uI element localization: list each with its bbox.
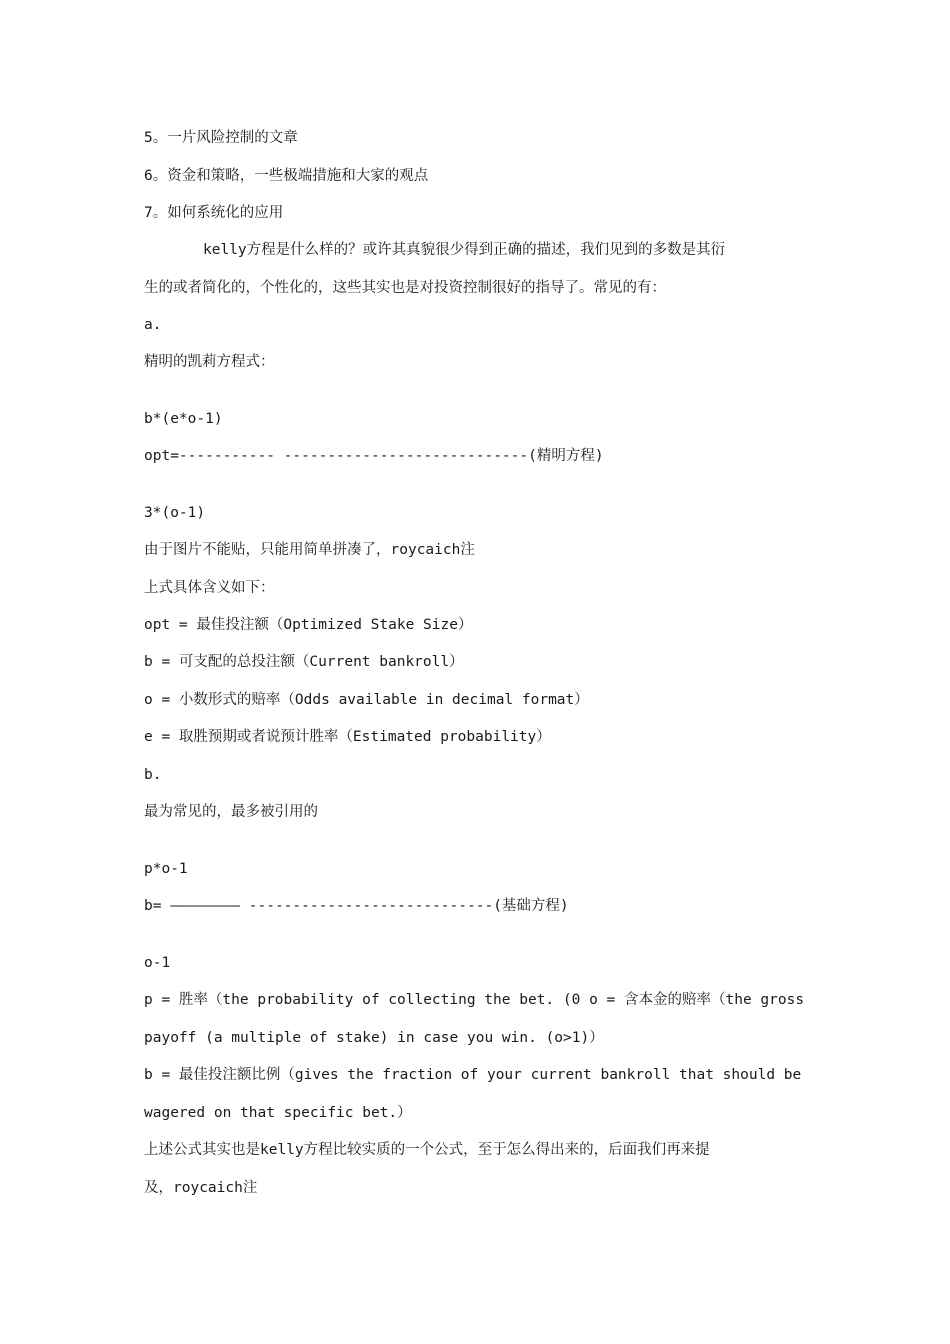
formula-line: opt=----------- ----------------------------(精明方程) — [144, 448, 604, 464]
definition-line: o = 小数形式的赔率（Odds available in decimal format） — [144, 692, 589, 708]
formula-denominator: o-1 — [144, 955, 171, 971]
paragraph-line: 上式具体含义如下： — [144, 580, 275, 596]
paragraph-line: kelly方程是什么样的？或许其真貌很少得到正确的描述，我们见到的多数是其衍 — [203, 242, 726, 258]
section-marker-a: a. — [144, 317, 162, 333]
list-item-5: 5。一片风险控制的文章 — [144, 130, 298, 146]
definition-line: opt = 最佳投注额（Optimized Stake Size） — [144, 617, 473, 633]
formula-numerator: p*o-1 — [144, 861, 188, 877]
definition-line: e = 取胜预期或者说预计胜率（Estimated probability） — [144, 729, 551, 745]
paragraph-line: 及，roycaich注 — [144, 1180, 258, 1196]
formula-denominator: 3*(o-1) — [144, 505, 206, 521]
note-line: 由于图片不能贴，只能用简单拼凑了，roycaich注 — [144, 542, 475, 558]
section-heading: 最为常见的，最多被引用的 — [144, 804, 318, 820]
definition-line: b = 可支配的总投注额（Current bankroll） — [144, 654, 464, 670]
paragraph-line: 生的或者简化的，个性化的，这些其实也是对投资控制很好的指导了。常见的有： — [144, 280, 666, 296]
section-marker-b: b. — [144, 767, 162, 783]
definition-line: payoff (a multiple of stake) in case you win. (o>1)） — [144, 1030, 604, 1046]
definition-line: wagered on that specific bet.） — [144, 1105, 412, 1121]
list-item-6: 6。资金和策略，一些极端措施和大家的观点 — [144, 168, 429, 184]
definition-line: b = 最佳投注额比例（gives the fraction of your current bankroll that should be — [144, 1067, 802, 1083]
paragraph-line: 上述公式其实也是kelly方程比较实质的一个公式，至于怎么得出来的，后面我们再来提 — [144, 1142, 710, 1158]
formula-numerator: b*(e*o-1) — [144, 411, 223, 427]
formula-line: b= ———————— ----------------------------(基础方程) — [144, 898, 569, 914]
definition-line: p = 胜率（the probability of collecting the bet. (0 o = 含本金的赔率（the gross — [144, 992, 805, 1008]
list-item-7: 7。如何系统化的应用 — [144, 205, 284, 221]
section-heading: 精明的凯莉方程式： — [144, 354, 275, 370]
